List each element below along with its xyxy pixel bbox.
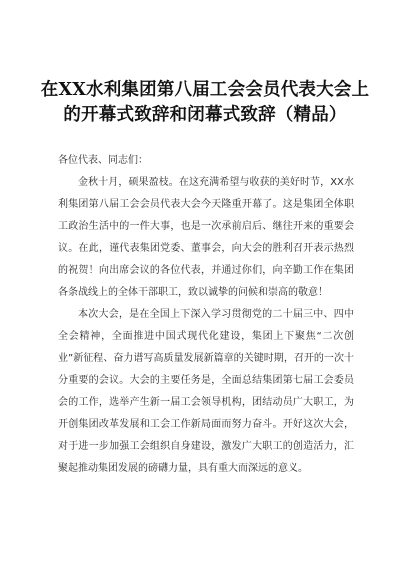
document-title: 在XX水利集团第八届工会会员代表大会上的开幕式致辞和闭幕式致辞（精品） — [40, 80, 370, 125]
paragraph-meeting-significance: 本次大会，是在全国上下深入学习贯彻党的二十届三中、四中全会精神，全面推进中国式现代化建设，集团上下聚焦“二次创业”新征程、奋力谱写高质量发展新篇章的关键时期，召开的一次十分重要的会议。大会的主要任务是，全面总结集团第七届工会委员会的工作，选举产生新一届工会领导机构，团结动员广大职工，为开创集团改革发展和工会工作新局面而努力奋斗。开好这次大会，对于进一步加强工会组织自身建设，激发广大职工的创造活力，汇聚起推动集团发展的磅礴力量，具有重大而深远的意义。 — [58, 309, 354, 474]
document-body — [58, 150, 354, 480]
paragraph-opening: 金秋十月，硕果盈枝。在这充满希望与收获的美好时节，XX水利集团第八届工会会员代表大会今天隆重开幕了。这是集团全体职工政治生活中的一件大事，也是一次承前启后、继往开来的重要会议。在此，谨代表集团党委、董事会，向大会的胜利召开表示热烈的祝贺！向出席会议的各位代表，并通过你们，向辛勤工作在集团各条战线上的全体干部职工，致以诚挚的问候和崇高的敬意！ — [58, 177, 354, 298]
salutation: 各位代表、同志们： — [58, 155, 148, 166]
